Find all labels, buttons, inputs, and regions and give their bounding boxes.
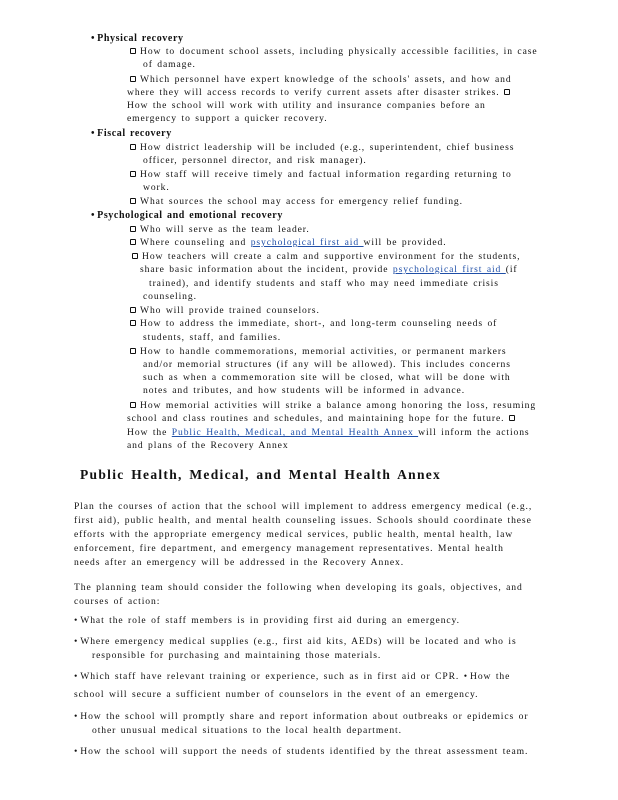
list-item: How district leadership will be included (e.g., superintendent, chief business [130, 142, 514, 154]
list-item: How the school will work with utility and insurance companies before an [127, 100, 486, 111]
list-item: Who will serve as the team leader. [130, 224, 310, 236]
section-header-psych: • Psychological and emotional recovery [91, 210, 283, 221]
list-item: Who will provide trained counselors. [130, 305, 320, 317]
list-item-cont: where they will access records to verify current assets after disaster strikes. [127, 87, 514, 99]
list-item-cont: and plans of the Recovery Annex [127, 440, 289, 451]
list-item: Which personnel have expert knowledge of the schools' assets, and how and [130, 74, 512, 86]
list-item-cont: counseling. [143, 291, 197, 302]
section-header-physical: • Physical recovery [91, 33, 184, 44]
section-title: Public Health, Medical, and Mental Health Annex [80, 467, 442, 482]
section-header-fiscal: • Fiscal recovery [91, 128, 172, 139]
annex-link[interactable]: Public Health, Medical, and Mental Health Annex [171, 427, 419, 438]
paragraph-line: Plan the courses of action that the school will implement to address emergency medical (e.g., [74, 501, 533, 512]
list-item-cont: notes and tributes, and how students will be informed in advance. [143, 385, 466, 396]
bullet-item: • What the role of staff members is in providing first aid during an emergency. [74, 615, 460, 626]
psychological-first-aid-link-2[interactable]: psychological first aid [392, 264, 506, 275]
paragraph-line: needs after an emergency will be addressed in the Recovery Annex. [74, 557, 405, 568]
list-item: How to document school assets, including physically accessible facilities, in case [130, 46, 538, 58]
list-item-cont: of damage. [143, 59, 196, 70]
list-item: How to address the immediate, short-, and long-term counseling needs of [130, 318, 497, 330]
checkbox-icon [130, 48, 136, 54]
paragraph-line: The planning team should consider the following when developing its goals, objectives, and [74, 582, 523, 593]
list-item-cont: work. [143, 182, 170, 193]
paragraph-line: efforts with the appropriate emergency medical services, public health, mental health, law [74, 529, 514, 540]
checkbox-icon [504, 89, 510, 95]
list-item: How staff will receive timely and factual information regarding returning to [130, 169, 512, 181]
checkbox-icon [130, 320, 136, 326]
bullet-item: • How the school will promptly share and report information about outbreaks or epidemics or [74, 711, 529, 722]
checkbox-icon [132, 253, 138, 259]
checkbox-icon [130, 144, 136, 150]
bullet-item: • Where emergency medical supplies (e.g., first aid kits, AEDs) will be located and who is [74, 636, 517, 647]
bullet-item: • Which staff have relevant training or experience, such as in first aid or CPR. • How the [74, 671, 511, 682]
checkbox-icon [130, 171, 136, 177]
list-item-cont: students, staff, and families. [143, 332, 282, 343]
checkbox-icon [130, 76, 136, 82]
checkbox-icon [130, 402, 136, 408]
checkbox-icon [130, 226, 136, 232]
list-item: How teachers will create a calm and supportive environment for the students, [132, 251, 520, 263]
list-item-cont: emergency to support a quicker recovery. [127, 113, 328, 124]
checkbox-icon [130, 239, 136, 245]
bullet-item-cont: responsible for purchasing and maintaining those materials. [92, 650, 382, 661]
paragraph-line: first aid), public health, and mental health counseling issues. Schools should coordinate these [74, 515, 532, 526]
paragraph-line: enforcement, fire department, and emergency management representatives. Mental health [74, 543, 504, 554]
list-item: How memorial activities will strike a balance among honoring the loss, resuming [130, 400, 536, 412]
bullet-item: • How the school will support the needs of students identified by the threat assessment team. [74, 746, 529, 757]
bullet-item-cont: other unusual medical situations to the local health department. [92, 725, 402, 736]
list-item-cont: such as when a commemoration site will be closed, what will be done with [143, 372, 511, 383]
list-item: How the Public Health, Medical, and Mental Health Annex will inform the actions [127, 427, 530, 438]
list-item-cont: share basic information about the incident, provide psychological first aid (if [140, 264, 518, 275]
list-item-cont: trained), and identify students and staff who may need immediate crisis [149, 278, 499, 289]
paragraph-line: courses of action: [74, 596, 161, 607]
list-item: How to handle commemorations, memorial activities, or permanent markers [130, 346, 507, 358]
list-item: Where counseling and psychological first aid will be provided. [130, 237, 447, 249]
checkbox-icon [509, 415, 515, 421]
list-item-cont: school and class routines and schedules, and maintaining hope for the future. [127, 413, 519, 425]
list-item: What sources the school may access for emergency relief funding. [130, 196, 463, 208]
list-item-cont: and/or memorial structures (if any will be allowed). This includes concerns [143, 359, 511, 370]
checkbox-icon [130, 307, 136, 313]
psychological-first-aid-link[interactable]: psychological first aid [250, 237, 364, 248]
bullet-item-cont: school will secure a sufficient number of counselors in the event of an emergency. [74, 689, 479, 700]
checkbox-icon [130, 198, 136, 204]
list-item-cont: officer, personnel director, and risk manager). [143, 155, 367, 166]
checkbox-icon [130, 348, 136, 354]
